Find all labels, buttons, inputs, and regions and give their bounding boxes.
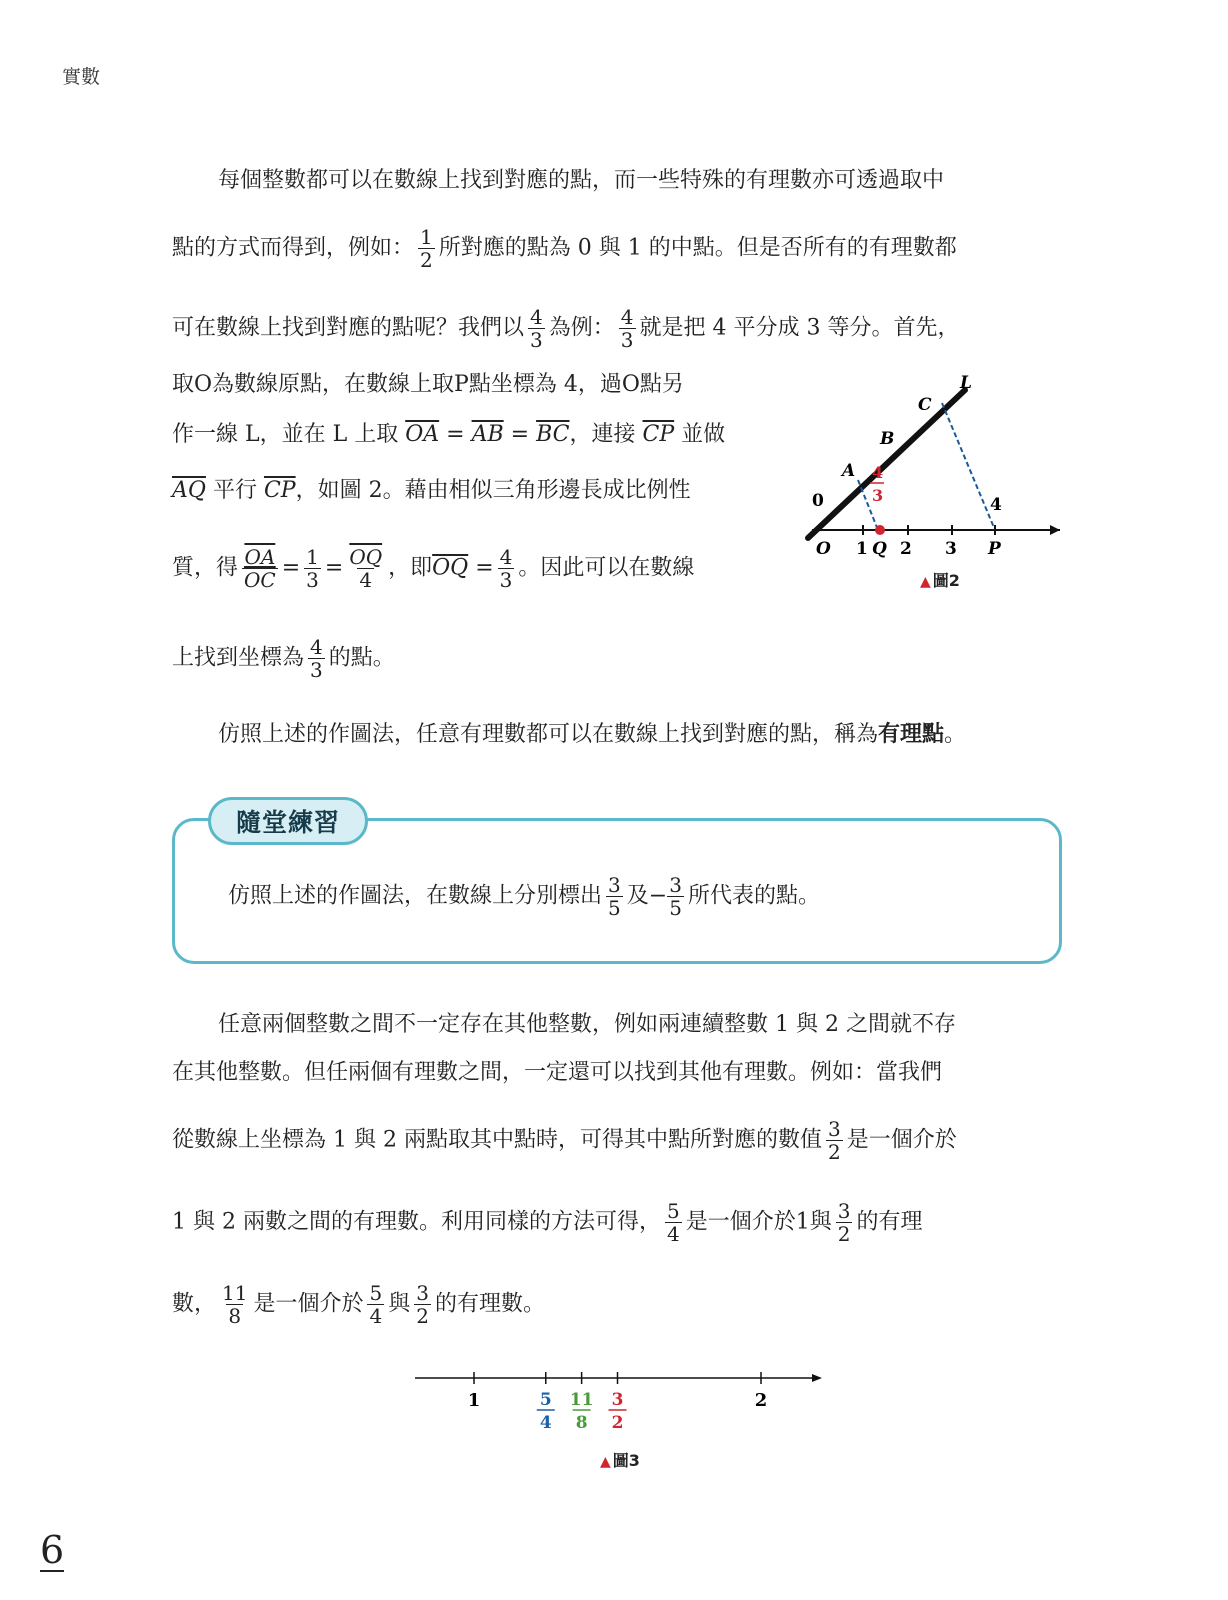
p1-line6: $\overline{AQ}$ 平行 $\overline{CP}$，如圖 2。藉由相似三角形邊長成比例性 — [172, 478, 691, 503]
figure2-caption: ▲ 圖2 — [920, 571, 960, 590]
label-zero: 0 — [812, 491, 824, 511]
p1-line2: 點的方式而得到，例如： $\frac{1}{2}$ 所對應的點為 0 與 1 的中點。但是否所有的有理數都 — [172, 225, 957, 272]
practice-text: 仿照上述的作圖法，在數線上分別標出 $\frac{3}{5}$ 及− $\frac{3}{5}$ 所代表的點。 — [228, 873, 820, 920]
label-O: O — [816, 539, 831, 559]
figure3-number-line — [410, 1366, 830, 1446]
page-number: 6 — [40, 1528, 65, 1572]
fig3-mark-num-0: 5 — [539, 1390, 552, 1410]
label-frac-num: 4 — [872, 463, 884, 482]
tick-label-1: 1 — [856, 539, 868, 559]
running-header: 實數 — [62, 66, 101, 88]
fig3-arrow — [812, 1374, 822, 1382]
practice-title: 隨堂練習 — [208, 797, 368, 845]
p3-line4: 1 與 2 兩數之間的有理數。利用同樣的方法可得， $\frac{5}{4}$ 是一個介於1與 $\frac{3}{2}$ 的有理 — [172, 1199, 923, 1246]
p3-line1: 任意兩個整數之間不一定存在其他整數，例如兩連續整數 1 與 2 之間就不存 — [218, 1012, 956, 1037]
p3-line3: 從數線上坐標為 1 與 2 兩點取其中點時，可得其中點所對應的數值 $\frac{3}{2}$ 是一個介於 — [172, 1117, 957, 1164]
figure3-caption: ▲ 圖3 — [600, 1451, 640, 1470]
p1-line4: 取O為數線原點，在數線上取P點坐標為 4，過O點另 — [172, 372, 684, 397]
triangle-marker-icon: ▲ — [600, 1454, 611, 1470]
label-four: 4 — [990, 495, 1002, 515]
label-frac-den: 3 — [872, 486, 884, 505]
p1-line1: 每個整數都可以在數線上找到對應的點，而一些特殊的有理數亦可透過取中 — [218, 168, 945, 193]
fig3-mark-num-1: 11 — [569, 1390, 594, 1410]
tick-label-3: 3 — [945, 539, 957, 559]
fig3-tick-label-2: 2 — [754, 1390, 768, 1411]
fraction-half: $\frac{1}{2}$ — [420, 225, 433, 272]
figure2-diagram — [800, 370, 1060, 580]
segment-CP — [942, 403, 995, 530]
p1-line7: 質，得 $\frac{\overline{OA}}{OC}$ = $\frac{1}{3}$ = $\frac{\overline{OQ}}{4}$ ，即$\overline{OQ}$ = $\frac{4}{3}$ 。因此可以在數線 — [172, 545, 695, 592]
p1-line8: 上找到坐標為 $\frac{4}{3}$ 的點。 — [172, 635, 395, 682]
label-C: C — [918, 395, 932, 415]
label-B: B — [880, 429, 895, 449]
point-Q — [875, 525, 885, 535]
line-L — [808, 390, 965, 538]
p1-line5: 作一線 L，並在 L 上取 $\overline{OA} = \overline{AB} = \overline{BC}$，連接 $\overline{CP}$ 並做 — [172, 422, 726, 447]
number-line-arrow — [1050, 525, 1060, 535]
fig3-mark-den-0: 4 — [539, 1413, 552, 1433]
tick-label-2: 2 — [900, 539, 912, 559]
label-Q: Q — [872, 539, 887, 559]
fig3-mark-den-2: 2 — [611, 1413, 624, 1433]
p1-line3: 可在數線上找到對應的點呢？我們以 $\frac{4}{3}$ 為例： $\frac{4}{3}$ 就是把 4 平分成 3 等分。首先， — [172, 305, 960, 352]
fig3-mark-den-1: 8 — [575, 1413, 588, 1433]
label-L: L — [960, 373, 972, 393]
p2-line: 仿照上述的作圖法，任意有理數都可以在數線上找到對應的點，稱為有理點。 — [218, 722, 967, 747]
label-A: A — [842, 461, 856, 481]
triangle-marker-icon: ▲ — [920, 574, 931, 590]
fig3-mark-num-2: 3 — [611, 1390, 624, 1410]
fig3-tick-label-1: 1 — [467, 1390, 481, 1411]
p3-line2: 在其他整數。但任兩個有理數之間，一定還可以找到其他有理數。例如：當我們 — [172, 1060, 943, 1085]
label-P: P — [988, 539, 1001, 559]
p3-line5: 數， $\frac{11}{8}$ 是一個介於 $\frac{5}{4}$ 與 $\frac{3}{2}$ 的有理數。 — [172, 1281, 545, 1328]
